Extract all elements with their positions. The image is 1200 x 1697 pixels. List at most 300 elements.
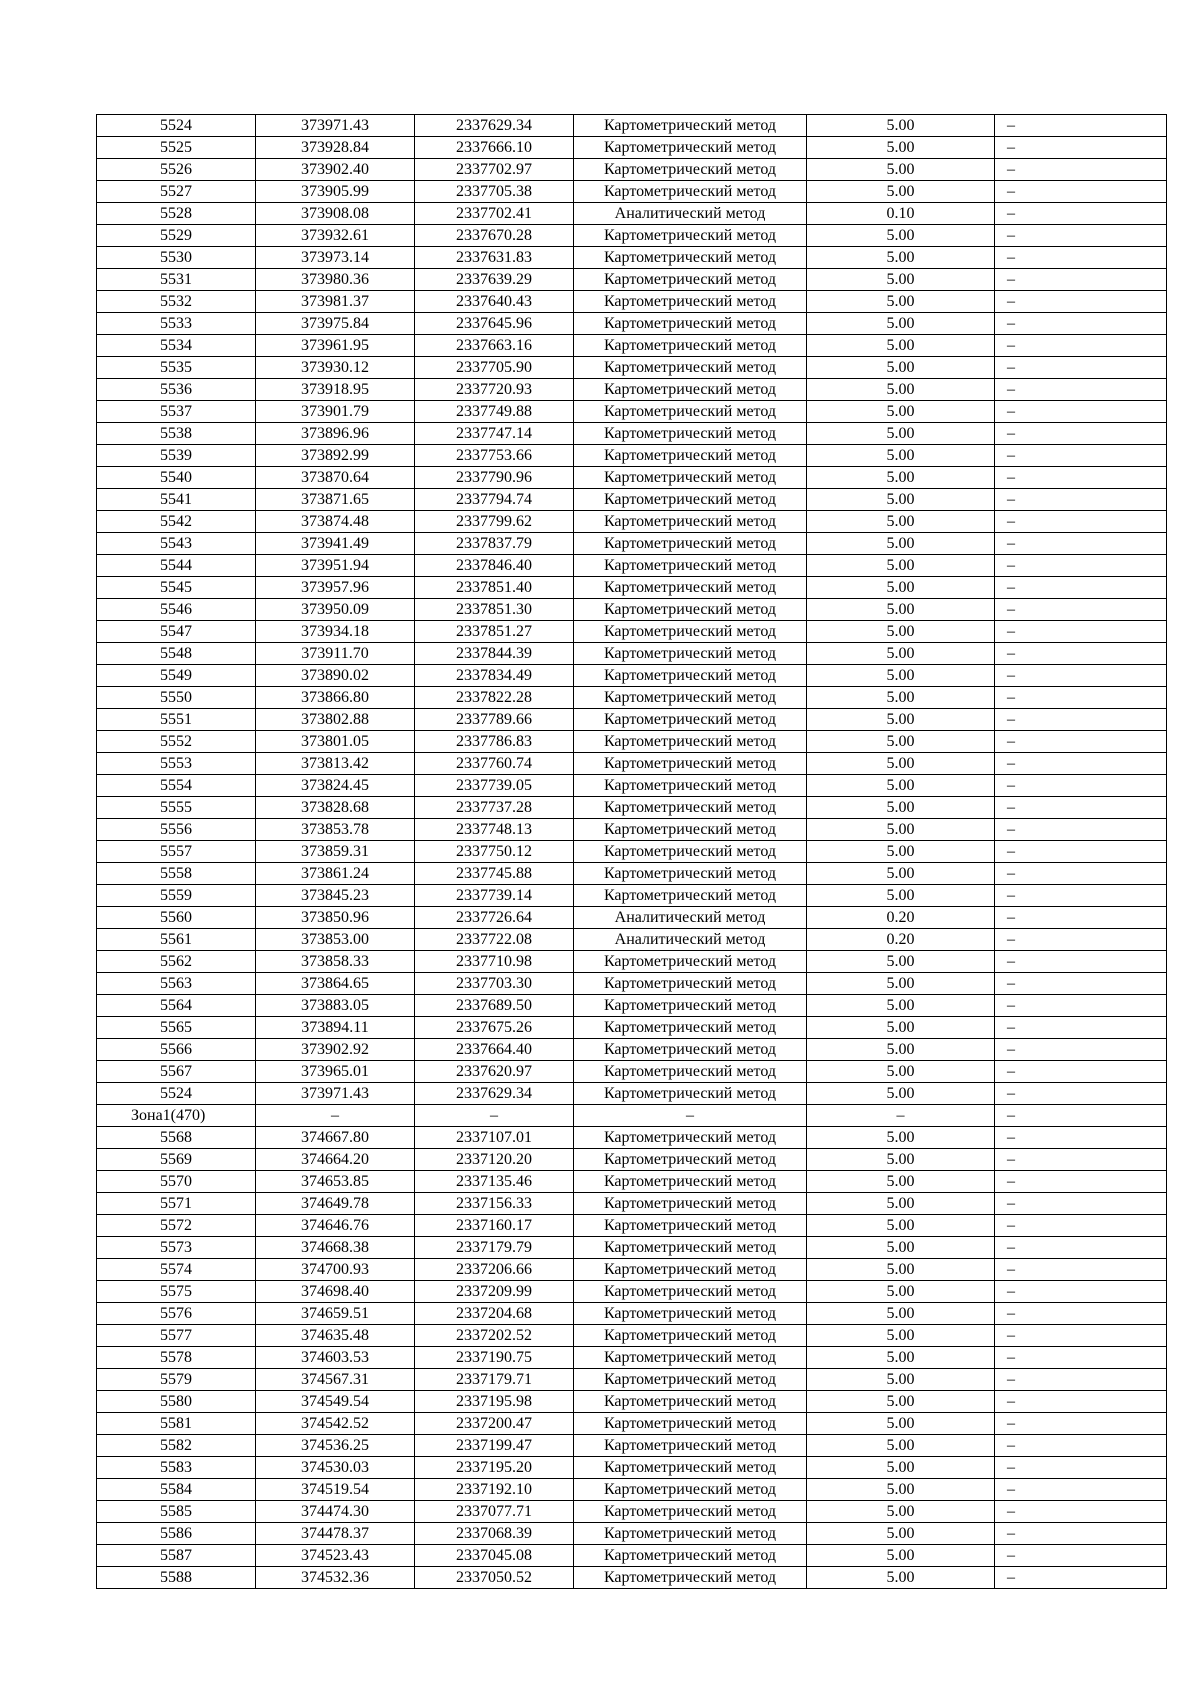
x-coordinate-cell: 373824.45 (256, 775, 415, 797)
x-coordinate-cell: 374474.30 (256, 1501, 415, 1523)
y-coordinate-cell: 2337705.90 (415, 357, 574, 379)
method-cell: Картометрический метод (574, 1501, 807, 1523)
point-number-cell: 5585 (97, 1501, 256, 1523)
method-cell: Картометрический метод (574, 489, 807, 511)
y-coordinate-cell: 2337739.05 (415, 775, 574, 797)
y-coordinate-cell: 2337620.97 (415, 1061, 574, 1083)
x-coordinate-cell: 374567.31 (256, 1369, 415, 1391)
method-cell: Картометрический метод (574, 225, 807, 247)
x-coordinate-cell: 373981.37 (256, 291, 415, 313)
table-row (97, 1479, 1167, 1501)
point-number-cell: 5533 (97, 313, 256, 335)
description-cell: – (995, 269, 1167, 291)
point-number-cell: 5545 (97, 577, 256, 599)
point-number-cell: 5573 (97, 1237, 256, 1259)
accuracy-cell: 5.00 (807, 467, 995, 489)
accuracy-cell: 0.20 (807, 907, 995, 929)
y-coordinate-cell: 2337206.66 (415, 1259, 574, 1281)
x-coordinate-cell: 373930.12 (256, 357, 415, 379)
point-number-cell: 5584 (97, 1479, 256, 1501)
point-number-cell: 5559 (97, 885, 256, 907)
point-number-cell: 5527 (97, 181, 256, 203)
method-cell: Картометрический метод (574, 621, 807, 643)
description-cell: – (995, 687, 1167, 709)
accuracy-cell: 5.00 (807, 863, 995, 885)
point-number-cell: 5524 (97, 115, 256, 137)
x-coordinate-cell: 373902.92 (256, 1039, 415, 1061)
method-cell: Картометрический метод (574, 1149, 807, 1171)
x-coordinate-cell: 374653.85 (256, 1171, 415, 1193)
point-number-cell: 5537 (97, 401, 256, 423)
y-coordinate-cell: 2337077.71 (415, 1501, 574, 1523)
y-coordinate-cell: 2337837.79 (415, 533, 574, 555)
description-cell: – (995, 203, 1167, 225)
accuracy-cell: 5.00 (807, 181, 995, 203)
accuracy-cell: 5.00 (807, 731, 995, 753)
method-cell: Картометрический метод (574, 1545, 807, 1567)
point-number-cell: 5581 (97, 1413, 256, 1435)
y-coordinate-cell: 2337192.10 (415, 1479, 574, 1501)
x-coordinate-cell: 373918.95 (256, 379, 415, 401)
x-coordinate-cell: 374536.25 (256, 1435, 415, 1457)
table-row (97, 995, 1167, 1017)
method-cell: Картометрический метод (574, 511, 807, 533)
table-row (97, 731, 1167, 753)
method-cell: Картометрический метод (574, 973, 807, 995)
description-cell: – (995, 511, 1167, 533)
point-number-cell: 5577 (97, 1325, 256, 1347)
accuracy-cell: 5.00 (807, 775, 995, 797)
method-cell: Картометрический метод (574, 863, 807, 885)
accuracy-cell: 5.00 (807, 1413, 995, 1435)
x-coordinate-cell: 373845.23 (256, 885, 415, 907)
accuracy-cell: 5.00 (807, 1083, 995, 1105)
y-coordinate-cell: 2337160.17 (415, 1215, 574, 1237)
accuracy-cell: 5.00 (807, 1369, 995, 1391)
method-cell: Картометрический метод (574, 1193, 807, 1215)
description-cell: – (995, 555, 1167, 577)
accuracy-cell: 5.00 (807, 1325, 995, 1347)
accuracy-cell: 5.00 (807, 489, 995, 511)
description-cell: – (995, 225, 1167, 247)
y-coordinate-cell: 2337639.29 (415, 269, 574, 291)
table-row (97, 841, 1167, 863)
x-coordinate-cell: 373951.94 (256, 555, 415, 577)
method-cell: Картометрический метод (574, 555, 807, 577)
description-cell: – (995, 709, 1167, 731)
x-coordinate-cell: 374478.37 (256, 1523, 415, 1545)
x-coordinate-cell: 373941.49 (256, 533, 415, 555)
table-row (97, 1237, 1167, 1259)
x-coordinate-cell: 373905.99 (256, 181, 415, 203)
y-coordinate-cell: 2337631.83 (415, 247, 574, 269)
y-coordinate-cell: 2337726.64 (415, 907, 574, 929)
x-coordinate-cell: 374603.53 (256, 1347, 415, 1369)
accuracy-cell: 5.00 (807, 555, 995, 577)
method-cell: Картометрический метод (574, 1039, 807, 1061)
accuracy-cell: 5.00 (807, 973, 995, 995)
method-cell: Картометрический метод (574, 159, 807, 181)
table-row (97, 951, 1167, 973)
y-coordinate-cell: 2337851.30 (415, 599, 574, 621)
y-coordinate-cell: 2337789.66 (415, 709, 574, 731)
description-cell: – (995, 995, 1167, 1017)
table-row (97, 907, 1167, 929)
method-cell: Аналитический метод (574, 929, 807, 951)
description-cell: – (995, 1259, 1167, 1281)
y-coordinate-cell: 2337629.34 (415, 115, 574, 137)
x-coordinate-cell: 374700.93 (256, 1259, 415, 1281)
table-row (97, 1105, 1167, 1127)
x-coordinate-cell: 373950.09 (256, 599, 415, 621)
point-number-cell: 5580 (97, 1391, 256, 1413)
method-cell: Картометрический метод (574, 1435, 807, 1457)
table-row (97, 797, 1167, 819)
accuracy-cell: 5.00 (807, 1127, 995, 1149)
method-cell: Картометрический метод (574, 1457, 807, 1479)
accuracy-cell: 5.00 (807, 137, 995, 159)
accuracy-cell: 5.00 (807, 1457, 995, 1479)
method-cell: Картометрический метод (574, 1369, 807, 1391)
accuracy-cell: 5.00 (807, 1523, 995, 1545)
point-number-cell: 5566 (97, 1039, 256, 1061)
table-row (97, 1061, 1167, 1083)
method-cell: Картометрический метод (574, 841, 807, 863)
point-number-cell: 5539 (97, 445, 256, 467)
point-number-cell: 5544 (97, 555, 256, 577)
x-coordinate-cell: 374542.52 (256, 1413, 415, 1435)
point-number-cell: 5530 (97, 247, 256, 269)
point-number-cell: 5528 (97, 203, 256, 225)
accuracy-cell: 5.00 (807, 1259, 995, 1281)
y-coordinate-cell: 2337794.74 (415, 489, 574, 511)
point-number-cell: 5553 (97, 753, 256, 775)
x-coordinate-cell: 373813.42 (256, 753, 415, 775)
point-number-cell: 5524 (97, 1083, 256, 1105)
table-row (97, 643, 1167, 665)
description-cell: – (995, 731, 1167, 753)
point-number-cell: 5549 (97, 665, 256, 687)
y-coordinate-cell: 2337720.93 (415, 379, 574, 401)
point-number-cell: 5546 (97, 599, 256, 621)
point-number-cell: 5575 (97, 1281, 256, 1303)
description-cell: – (995, 1105, 1167, 1127)
point-number-cell: 5568 (97, 1127, 256, 1149)
table-row (97, 1083, 1167, 1105)
x-coordinate-cell: 374664.20 (256, 1149, 415, 1171)
y-coordinate-cell: 2337202.52 (415, 1325, 574, 1347)
accuracy-cell: 5.00 (807, 247, 995, 269)
method-cell: Аналитический метод (574, 907, 807, 929)
point-number-cell: 5538 (97, 423, 256, 445)
accuracy-cell: 5.00 (807, 819, 995, 841)
point-number-cell: 5554 (97, 775, 256, 797)
method-cell: Картометрический метод (574, 1083, 807, 1105)
description-cell: – (995, 533, 1167, 555)
description-cell: – (995, 467, 1167, 489)
x-coordinate-cell: 373861.24 (256, 863, 415, 885)
y-coordinate-cell: 2337851.27 (415, 621, 574, 643)
method-cell: – (574, 1105, 807, 1127)
x-coordinate-cell: 374530.03 (256, 1457, 415, 1479)
method-cell: Картометрический метод (574, 379, 807, 401)
y-coordinate-cell: 2337739.14 (415, 885, 574, 907)
y-coordinate-cell: 2337179.79 (415, 1237, 574, 1259)
y-coordinate-cell: 2337844.39 (415, 643, 574, 665)
description-cell: – (995, 1457, 1167, 1479)
x-coordinate-cell: 373890.02 (256, 665, 415, 687)
table-row (97, 753, 1167, 775)
accuracy-cell: 5.00 (807, 401, 995, 423)
x-coordinate-cell: 373892.99 (256, 445, 415, 467)
accuracy-cell: 5.00 (807, 1303, 995, 1325)
accuracy-cell: 5.00 (807, 357, 995, 379)
y-coordinate-cell: 2337645.96 (415, 313, 574, 335)
method-cell: Картометрический метод (574, 1171, 807, 1193)
table-row (97, 621, 1167, 643)
method-cell: Картометрический метод (574, 885, 807, 907)
y-coordinate-cell: 2337750.12 (415, 841, 574, 863)
table-row (97, 1435, 1167, 1457)
y-coordinate-cell: 2337135.46 (415, 1171, 574, 1193)
point-number-cell: 5576 (97, 1303, 256, 1325)
table-row (97, 599, 1167, 621)
y-coordinate-cell: 2337179.71 (415, 1369, 574, 1391)
table-row (97, 225, 1167, 247)
description-cell: – (995, 247, 1167, 269)
point-number-cell: 5551 (97, 709, 256, 731)
accuracy-cell: 5.00 (807, 379, 995, 401)
x-coordinate-cell: 373961.95 (256, 335, 415, 357)
accuracy-cell: 5.00 (807, 1039, 995, 1061)
point-number-cell: 5542 (97, 511, 256, 533)
table-row (97, 137, 1167, 159)
method-cell: Картометрический метод (574, 467, 807, 489)
x-coordinate-cell: 374667.80 (256, 1127, 415, 1149)
point-number-cell: 5526 (97, 159, 256, 181)
table-row (97, 1127, 1167, 1149)
y-coordinate-cell: 2337745.88 (415, 863, 574, 885)
y-coordinate-cell: 2337199.47 (415, 1435, 574, 1457)
table-row (97, 291, 1167, 313)
point-number-cell: 5525 (97, 137, 256, 159)
x-coordinate-cell: 373874.48 (256, 511, 415, 533)
point-number-cell: 5588 (97, 1567, 256, 1589)
method-cell: Картометрический метод (574, 1567, 807, 1589)
description-cell: – (995, 1501, 1167, 1523)
description-cell: – (995, 1127, 1167, 1149)
accuracy-cell: 0.10 (807, 203, 995, 225)
y-coordinate-cell: 2337107.01 (415, 1127, 574, 1149)
y-coordinate-cell: 2337790.96 (415, 467, 574, 489)
table-row (97, 269, 1167, 291)
y-coordinate-cell: 2337666.10 (415, 137, 574, 159)
y-coordinate-cell: 2337710.98 (415, 951, 574, 973)
description-cell: – (995, 489, 1167, 511)
description-cell: – (995, 1281, 1167, 1303)
accuracy-cell: 5.00 (807, 445, 995, 467)
accuracy-cell: 5.00 (807, 995, 995, 1017)
description-cell: – (995, 137, 1167, 159)
point-number-cell: 5578 (97, 1347, 256, 1369)
description-cell: – (995, 1061, 1167, 1083)
point-number-cell: 5586 (97, 1523, 256, 1545)
description-cell: – (995, 159, 1167, 181)
table-row (97, 511, 1167, 533)
x-coordinate-cell: 373853.78 (256, 819, 415, 841)
table-row (97, 555, 1167, 577)
method-cell: Картометрический метод (574, 1303, 807, 1325)
point-number-cell: 5561 (97, 929, 256, 951)
description-cell: – (995, 1171, 1167, 1193)
x-coordinate-cell: 373957.96 (256, 577, 415, 599)
point-number-cell: 5541 (97, 489, 256, 511)
accuracy-cell: 5.00 (807, 291, 995, 313)
x-coordinate-cell: 373911.70 (256, 643, 415, 665)
accuracy-cell: 5.00 (807, 1567, 995, 1589)
y-coordinate-cell: 2337050.52 (415, 1567, 574, 1589)
x-coordinate-cell: 374646.76 (256, 1215, 415, 1237)
description-cell: – (995, 1369, 1167, 1391)
description-cell: – (995, 753, 1167, 775)
x-coordinate-cell: 374649.78 (256, 1193, 415, 1215)
method-cell: Картометрический метод (574, 1479, 807, 1501)
x-coordinate-cell: 374549.54 (256, 1391, 415, 1413)
x-coordinate-cell: 373975.84 (256, 313, 415, 335)
table-row (97, 159, 1167, 181)
x-coordinate-cell: 373894.11 (256, 1017, 415, 1039)
accuracy-cell: 5.00 (807, 1281, 995, 1303)
accuracy-cell: 5.00 (807, 621, 995, 643)
y-coordinate-cell: 2337786.83 (415, 731, 574, 753)
y-coordinate-cell: 2337702.41 (415, 203, 574, 225)
table-row (97, 1391, 1167, 1413)
x-coordinate-cell: 373934.18 (256, 621, 415, 643)
point-number-cell: 5569 (97, 1149, 256, 1171)
description-cell: – (995, 1347, 1167, 1369)
method-cell: Картометрический метод (574, 1523, 807, 1545)
table-row (97, 467, 1167, 489)
description-cell: – (995, 577, 1167, 599)
description-cell: – (995, 423, 1167, 445)
method-cell: Картометрический метод (574, 533, 807, 555)
x-coordinate-cell: 374523.43 (256, 1545, 415, 1567)
point-number-cell: 5572 (97, 1215, 256, 1237)
y-coordinate-cell: 2337689.50 (415, 995, 574, 1017)
y-coordinate-cell: – (415, 1105, 574, 1127)
table-row (97, 1215, 1167, 1237)
method-cell: Картометрический метод (574, 115, 807, 137)
method-cell: Картометрический метод (574, 1391, 807, 1413)
x-coordinate-cell: 373896.96 (256, 423, 415, 445)
y-coordinate-cell: 2337195.98 (415, 1391, 574, 1413)
description-cell: – (995, 1435, 1167, 1457)
method-cell: Картометрический метод (574, 181, 807, 203)
point-number-cell: 5567 (97, 1061, 256, 1083)
table-row (97, 1567, 1167, 1589)
description-cell: – (995, 1413, 1167, 1435)
point-number-cell: 5582 (97, 1435, 256, 1457)
accuracy-cell: 5.00 (807, 1237, 995, 1259)
description-cell: – (995, 1215, 1167, 1237)
description-cell: – (995, 1083, 1167, 1105)
y-coordinate-cell: 2337846.40 (415, 555, 574, 577)
description-cell: – (995, 1567, 1167, 1589)
method-cell: Картометрический метод (574, 1347, 807, 1369)
point-number-cell: Зона1(470) (97, 1105, 256, 1127)
description-cell: – (995, 1039, 1167, 1061)
accuracy-cell: 5.00 (807, 423, 995, 445)
method-cell: Картометрический метод (574, 1215, 807, 1237)
point-number-cell: 5563 (97, 973, 256, 995)
table-row (97, 709, 1167, 731)
accuracy-cell: 5.00 (807, 665, 995, 687)
accuracy-cell: 5.00 (807, 577, 995, 599)
point-number-cell: 5536 (97, 379, 256, 401)
point-number-cell: 5556 (97, 819, 256, 841)
x-coordinate-cell: 373971.43 (256, 1083, 415, 1105)
table-row (97, 1545, 1167, 1567)
y-coordinate-cell: 2337664.40 (415, 1039, 574, 1061)
description-cell: – (995, 863, 1167, 885)
y-coordinate-cell: 2337190.75 (415, 1347, 574, 1369)
accuracy-cell: 5.00 (807, 269, 995, 291)
point-number-cell: 5540 (97, 467, 256, 489)
table-row (97, 533, 1167, 555)
description-cell: – (995, 379, 1167, 401)
y-coordinate-cell: 2337068.39 (415, 1523, 574, 1545)
description-cell: – (995, 665, 1167, 687)
method-cell: Картометрический метод (574, 731, 807, 753)
description-cell: – (995, 907, 1167, 929)
accuracy-cell: – (807, 1105, 995, 1127)
description-cell: – (995, 445, 1167, 467)
table-row (97, 819, 1167, 841)
x-coordinate-cell: 373932.61 (256, 225, 415, 247)
description-cell: – (995, 1325, 1167, 1347)
x-coordinate-cell: 373973.14 (256, 247, 415, 269)
point-number-cell: 5570 (97, 1171, 256, 1193)
y-coordinate-cell: 2337851.40 (415, 577, 574, 599)
table-row (97, 1501, 1167, 1523)
table-row (97, 1281, 1167, 1303)
point-number-cell: 5532 (97, 291, 256, 313)
accuracy-cell: 5.00 (807, 797, 995, 819)
x-coordinate-cell: 373965.01 (256, 1061, 415, 1083)
accuracy-cell: 5.00 (807, 1061, 995, 1083)
y-coordinate-cell: 2337753.66 (415, 445, 574, 467)
y-coordinate-cell: 2337737.28 (415, 797, 574, 819)
description-cell: – (995, 1017, 1167, 1039)
table-row (97, 863, 1167, 885)
description-cell: – (995, 841, 1167, 863)
x-coordinate-cell: 373859.31 (256, 841, 415, 863)
description-cell: – (995, 621, 1167, 643)
x-coordinate-cell: 373908.08 (256, 203, 415, 225)
x-coordinate-cell: 374668.38 (256, 1237, 415, 1259)
x-coordinate-cell: 373883.05 (256, 995, 415, 1017)
y-coordinate-cell: 2337120.20 (415, 1149, 574, 1171)
description-cell: – (995, 599, 1167, 621)
description-cell: – (995, 973, 1167, 995)
coordinates-table (96, 114, 1167, 1589)
description-cell: – (995, 885, 1167, 907)
description-cell: – (995, 357, 1167, 379)
method-cell: Картометрический метод (574, 819, 807, 841)
accuracy-cell: 5.00 (807, 951, 995, 973)
table-row (97, 775, 1167, 797)
accuracy-cell: 5.00 (807, 1545, 995, 1567)
